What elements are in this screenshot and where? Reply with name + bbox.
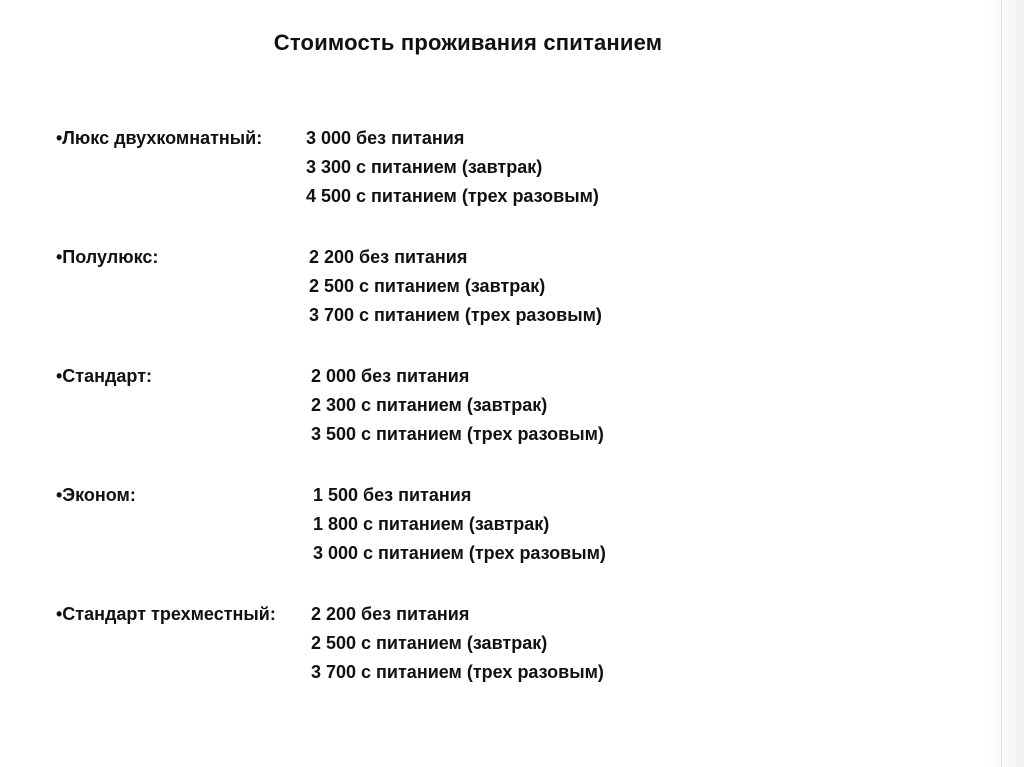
price-three-meals: 4 500 с питанием (трех разовым)	[306, 186, 599, 206]
room-name: •Стандарт трехместный:	[56, 604, 276, 624]
room-prices	[309, 243, 602, 330]
room-name: •Стандарт:	[56, 366, 153, 386]
room-prices	[313, 481, 606, 568]
room-economy	[56, 481, 606, 568]
price-no-meals: 3 000 без питания	[306, 128, 465, 148]
price-no-meals: 2 000 без питания	[311, 366, 470, 386]
price-no-meals: 2 200 без питания	[311, 604, 470, 624]
room-semi-lux	[56, 243, 606, 330]
room-prices	[306, 124, 599, 211]
price-breakfast: 3 300 с питанием (завтрак)	[306, 157, 543, 177]
room-name: •Полулюкс:	[56, 247, 159, 267]
price-list	[56, 124, 606, 719]
price-three-meals: 3 700 с питанием (трех разовым)	[309, 305, 602, 325]
page-title: Стоимость проживания спитанием	[273, 30, 663, 55]
price-breakfast: 2 500 с питанием (завтрак)	[309, 276, 546, 296]
room-name: •Эконом:	[56, 485, 136, 505]
price-no-meals: 1 500 без питания	[313, 485, 472, 505]
price-breakfast: 1 800 с питанием (завтрак)	[313, 514, 550, 534]
room-prices	[311, 362, 604, 449]
price-breakfast: 2 300 с питанием (завтрак)	[311, 395, 548, 415]
room-name: •Люкс двухкомнатный:	[56, 128, 263, 148]
room-lux-two-room	[56, 124, 606, 211]
page-edge-line	[1001, 0, 1002, 767]
room-standard	[56, 362, 606, 449]
price-three-meals: 3 500 с питанием (трех разовым)	[311, 424, 604, 444]
price-breakfast: 2 500 с питанием (завтрак)	[311, 633, 548, 653]
page-edge-shadow	[984, 0, 1024, 767]
price-three-meals: 3 700 с питанием (трех разовым)	[311, 662, 604, 682]
room-prices	[311, 600, 604, 687]
price-three-meals: 3 000 с питанием (трех разовым)	[313, 543, 606, 563]
price-no-meals: 2 200 без питания	[309, 247, 468, 267]
room-standard-triple	[56, 600, 606, 687]
